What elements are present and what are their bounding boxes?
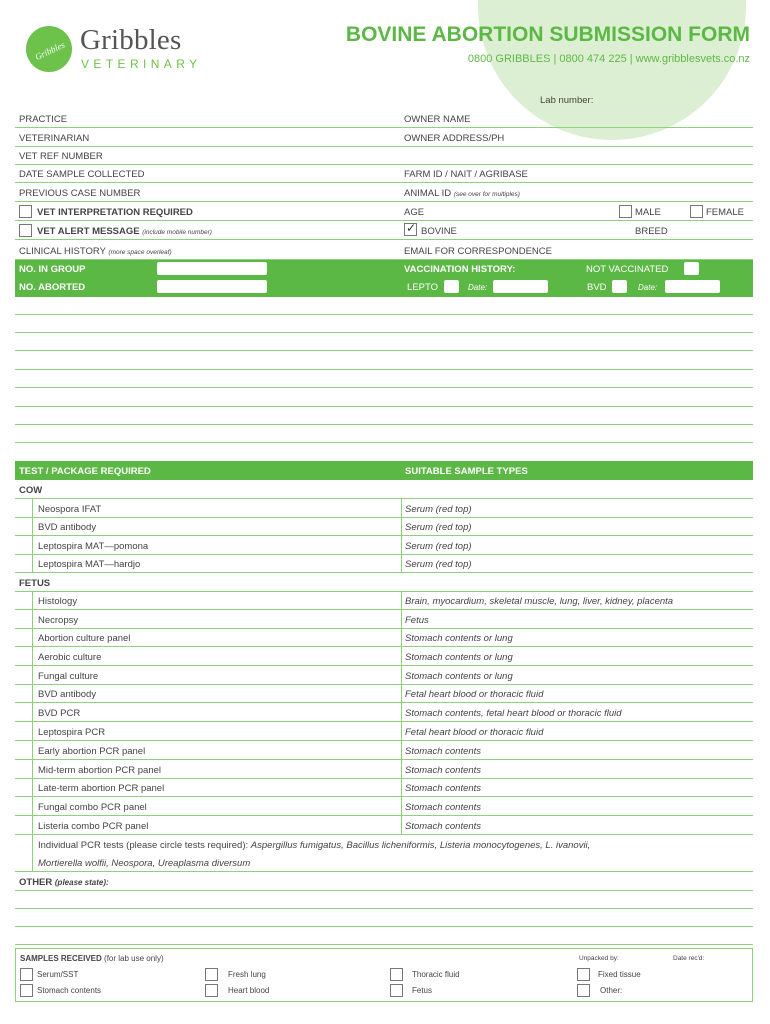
vaccination-history-label: VACCINATION HISTORY:	[404, 264, 516, 275]
test-checkbox[interactable]	[15, 760, 33, 778]
date-recd-label: Date rec'd:	[673, 955, 705, 962]
serum-checkbox[interactable]	[20, 968, 33, 981]
clinical-history-note: (more space overleaf)	[108, 249, 172, 256]
other-line[interactable]	[15, 927, 753, 945]
animal-id-note: (see over for multiples)	[453, 191, 520, 198]
owner-name-field[interactable]: OWNER NAME	[404, 114, 471, 125]
test-checkbox[interactable]	[15, 703, 33, 721]
other-note: (please state):	[54, 878, 109, 887]
gribbles-logo-mark	[26, 26, 72, 72]
sample-type: Stomach contents or lung	[405, 671, 513, 682]
test-column-header: TEST / PACKAGE REQUIRED	[19, 466, 151, 477]
test-checkbox[interactable]	[15, 684, 33, 702]
sample-type: Stomach contents or lung	[405, 652, 513, 663]
individual-pcr-text	[38, 840, 590, 851]
bvd-label: BVD	[587, 282, 607, 293]
heart-blood-label: Heart blood	[228, 986, 270, 995]
lepto-checkbox[interactable]	[444, 280, 459, 293]
test-name: BVD antibody	[38, 522, 97, 533]
veterinarian-field[interactable]: VETERINARIAN	[19, 133, 90, 144]
field-row	[15, 164, 753, 183]
test-checkbox[interactable]	[15, 591, 33, 609]
samples-received-box	[15, 948, 753, 1002]
clinical-history-field[interactable]	[19, 246, 172, 257]
clinical-history-label: CLINICAL HISTORY	[19, 246, 106, 257]
field-row	[15, 183, 753, 202]
notes-line[interactable]	[15, 370, 753, 388]
no-in-group-label: NO. IN GROUP	[19, 264, 86, 275]
vet-alert-note: (include mobile number)	[142, 229, 212, 236]
test-table-header	[15, 461, 753, 480]
sample-type: Stomach contents	[405, 821, 482, 832]
field-row	[15, 109, 753, 128]
vet-alert-label: VET ALERT MESSAGE	[37, 226, 140, 237]
svg-text:Gribbles: Gribbles	[33, 39, 67, 63]
vet-alert-checkbox[interactable]	[19, 224, 32, 237]
test-checkbox[interactable]	[15, 778, 33, 796]
table-row	[15, 591, 753, 610]
sample-type: Stomach contents	[405, 802, 482, 813]
other-label-wrap	[19, 877, 109, 888]
test-name: Late-term abortion PCR panel	[38, 783, 165, 794]
other-label: OTHER	[19, 877, 53, 888]
other-line[interactable]	[15, 891, 753, 909]
test-name: Abortion culture panel	[38, 633, 131, 644]
female-label: FEMALE	[706, 207, 745, 218]
male-checkbox[interactable]	[619, 205, 632, 218]
farm-id-field[interactable]: FARM ID / NAIT / AGRIBASE	[404, 169, 528, 180]
lepto-date-label: Date:	[468, 283, 488, 292]
notes-line[interactable]	[15, 425, 753, 443]
logo-name: Gribbles	[80, 24, 182, 56]
test-checkbox[interactable]	[15, 835, 33, 871]
sample-type: Brain, myocardium, skeletal muscle, lung, liver, kidney, placenta	[405, 596, 674, 607]
test-checkbox[interactable]	[15, 610, 33, 628]
notes-line[interactable]	[15, 315, 753, 333]
table-row	[15, 610, 753, 629]
test-checkbox[interactable]	[15, 816, 33, 834]
heart-blood-checkbox[interactable]	[205, 984, 218, 997]
lab-use-note: (for lab use only)	[104, 954, 164, 963]
fresh-lung-label: Fresh lung	[228, 970, 266, 979]
field-row	[15, 202, 753, 221]
unpacked-by-label: Unpacked by:	[579, 955, 619, 962]
field-row	[15, 128, 753, 147]
sample-type: Stomach contents	[405, 783, 482, 794]
field-row	[15, 146, 753, 165]
prev-case-field[interactable]: PREVIOUS CASE NUMBER	[19, 188, 141, 199]
other-sample-label: Other:	[600, 986, 623, 995]
test-name: Histology	[38, 596, 78, 607]
stomach-contents-label: Stomach contents	[37, 986, 102, 995]
table-row	[15, 499, 753, 518]
table-row	[15, 554, 753, 573]
table-row	[15, 666, 753, 685]
sample-type: Fetal heart blood or thoracic fluid	[405, 689, 544, 700]
fixed-tissue-label: Fixed tissue	[598, 970, 641, 979]
sample-type: Stomach contents	[405, 765, 482, 776]
animal-id-label: ANIMAL ID	[404, 188, 452, 199]
vet-interp-checkbox[interactable]	[19, 205, 32, 218]
fixed-tissue-checkbox[interactable]	[577, 968, 590, 981]
thoracic-fluid-checkbox[interactable]	[390, 968, 403, 981]
thoracic-fluid-label: Thoracic fluid	[412, 970, 460, 979]
other-line[interactable]	[15, 909, 753, 927]
practice-field[interactable]: PRACTICE	[19, 114, 68, 125]
sample-type: Serum (red top)	[405, 559, 472, 570]
test-name: Early abortion PCR panel	[38, 746, 146, 757]
email-field[interactable]: EMAIL FOR CORRESPONDENCE	[404, 246, 552, 257]
test-name: Mid-term abortion PCR panel	[38, 765, 162, 776]
test-checkbox[interactable]	[15, 536, 33, 554]
table-row	[15, 517, 753, 536]
sample-type: Serum (red top)	[405, 541, 472, 552]
test-name: BVD antibody	[38, 689, 97, 700]
fetus-section-label: FETUS	[19, 578, 51, 589]
test-name: Leptospira MAT—pomona	[38, 541, 149, 552]
sample-type: Serum (red top)	[405, 522, 472, 533]
test-checkbox[interactable]	[15, 722, 33, 740]
test-checkbox[interactable]	[15, 666, 33, 684]
samples-received-label: SAMPLES RECEIVED	[20, 954, 102, 963]
table-row	[15, 647, 753, 666]
table-row	[15, 741, 753, 760]
fetus-checkbox[interactable]	[390, 984, 403, 997]
notes-line[interactable]	[15, 333, 753, 351]
bvd-date-label: Date:	[638, 283, 658, 292]
test-name: Necropsy	[38, 615, 79, 626]
sample-type: Serum (red top)	[405, 504, 472, 515]
female-checkbox[interactable]	[690, 205, 703, 218]
test-name: Leptospira PCR	[38, 727, 106, 738]
bovine-checkbox[interactable]	[404, 223, 417, 236]
table-row	[15, 722, 753, 741]
lepto-date-input[interactable]	[493, 280, 548, 293]
notes-line[interactable]	[15, 297, 753, 315]
not-vaccinated-label: NOT VACCINATED	[586, 264, 669, 275]
male-label: MALE	[635, 207, 661, 218]
test-name: Neospora IFAT	[38, 504, 102, 515]
table-row	[15, 797, 753, 816]
form-title: BOVINE ABORTION SUBMISSION FORM	[345, 23, 750, 46]
test-name: Aerobic culture	[38, 652, 102, 663]
notes-line[interactable]	[15, 389, 753, 407]
section-row-fetus	[15, 573, 753, 592]
stomach-contents-checkbox[interactable]	[20, 984, 33, 997]
lepto-label: LEPTO	[407, 282, 438, 293]
animal-id-field[interactable]	[404, 188, 520, 199]
section-row-cow	[15, 480, 753, 499]
table-row	[15, 760, 753, 779]
cow-section-label: COW	[19, 485, 43, 496]
table-row	[15, 628, 753, 647]
samples-received-heading	[20, 954, 164, 963]
sample-type: Stomach contents, fetal heart blood or thoracic fluid	[405, 708, 622, 719]
notes-line[interactable]	[15, 352, 753, 370]
sample-type: Fetal heart blood or thoracic fluid	[405, 727, 544, 738]
age-field[interactable]: AGE	[404, 207, 425, 218]
bovine-label: BOVINE	[421, 226, 457, 237]
fetus-label: Fetus	[412, 986, 433, 995]
test-name: Fungal combo PCR panel	[38, 802, 147, 813]
test-name: Leptospira MAT—hardjo	[38, 559, 141, 570]
serum-label: Serum/SST	[37, 970, 79, 979]
table-row	[15, 778, 753, 797]
vet-ref-field[interactable]: VET REF NUMBER	[19, 151, 103, 162]
test-name: Fungal culture	[38, 671, 99, 682]
no-in-group-input[interactable]	[157, 262, 267, 275]
test-checkbox[interactable]	[15, 647, 33, 665]
test-checkbox[interactable]	[15, 797, 33, 815]
individual-pcr-list-cont[interactable]: Mortierella wolfii, Neospora, Ureaplasma diversum	[38, 858, 251, 869]
test-checkbox[interactable]	[15, 517, 33, 535]
field-row	[15, 221, 753, 240]
test-checkbox[interactable]	[15, 554, 33, 572]
table-row	[15, 684, 753, 703]
test-checkbox[interactable]	[15, 741, 33, 759]
bvd-checkbox[interactable]	[612, 280, 627, 293]
date-collected-field[interactable]: DATE SAMPLE COLLECTED	[19, 169, 145, 180]
no-aborted-label: NO. ABORTED	[19, 282, 86, 293]
other-row	[15, 872, 753, 891]
individual-pcr-row	[15, 835, 753, 872]
table-row	[15, 703, 753, 722]
test-checkbox[interactable]	[15, 499, 33, 517]
contact-line: 0800 GRIBBLES | 0800 474 225 | www.gribblesvets.co.nz	[467, 53, 750, 65]
individual-pcr-label: Individual PCR tests (please circle tests required):	[38, 840, 249, 851]
other-checkbox[interactable]	[577, 984, 590, 997]
bvd-date-input[interactable]	[665, 280, 720, 293]
test-checkbox[interactable]	[15, 628, 33, 646]
not-vaccinated-checkbox[interactable]	[684, 262, 699, 275]
table-row	[15, 536, 753, 555]
sample-type: Fetus	[405, 615, 429, 626]
individual-pcr-list[interactable]: Aspergillus fumigatus, Bacillus licheniformis, Listeria monocytogenes, L. ivanovii,	[250, 840, 591, 851]
test-name: BVD PCR	[38, 708, 81, 719]
no-aborted-input[interactable]	[157, 280, 267, 293]
fresh-lung-checkbox[interactable]	[205, 968, 218, 981]
table-row	[15, 816, 753, 835]
vet-interp-label: VET INTERPRETATION REQUIRED	[37, 207, 193, 218]
sample-type: Stomach contents	[405, 746, 482, 757]
owner-address-field[interactable]: OWNER ADDRESS/PH	[404, 133, 505, 144]
sample-column-header: SUITABLE SAMPLE TYPES	[405, 466, 528, 477]
test-name: Listeria combo PCR panel	[38, 821, 149, 832]
logo-subtitle: VETERINARY	[81, 57, 202, 71]
vaccination-band	[15, 260, 753, 297]
lab-number-label: Lab number:	[540, 95, 594, 106]
sample-type: Stomach contents or lung	[405, 633, 513, 644]
notes-line[interactable]	[15, 407, 753, 425]
field-row	[15, 241, 753, 260]
breed-field[interactable]: BREED	[635, 226, 668, 237]
